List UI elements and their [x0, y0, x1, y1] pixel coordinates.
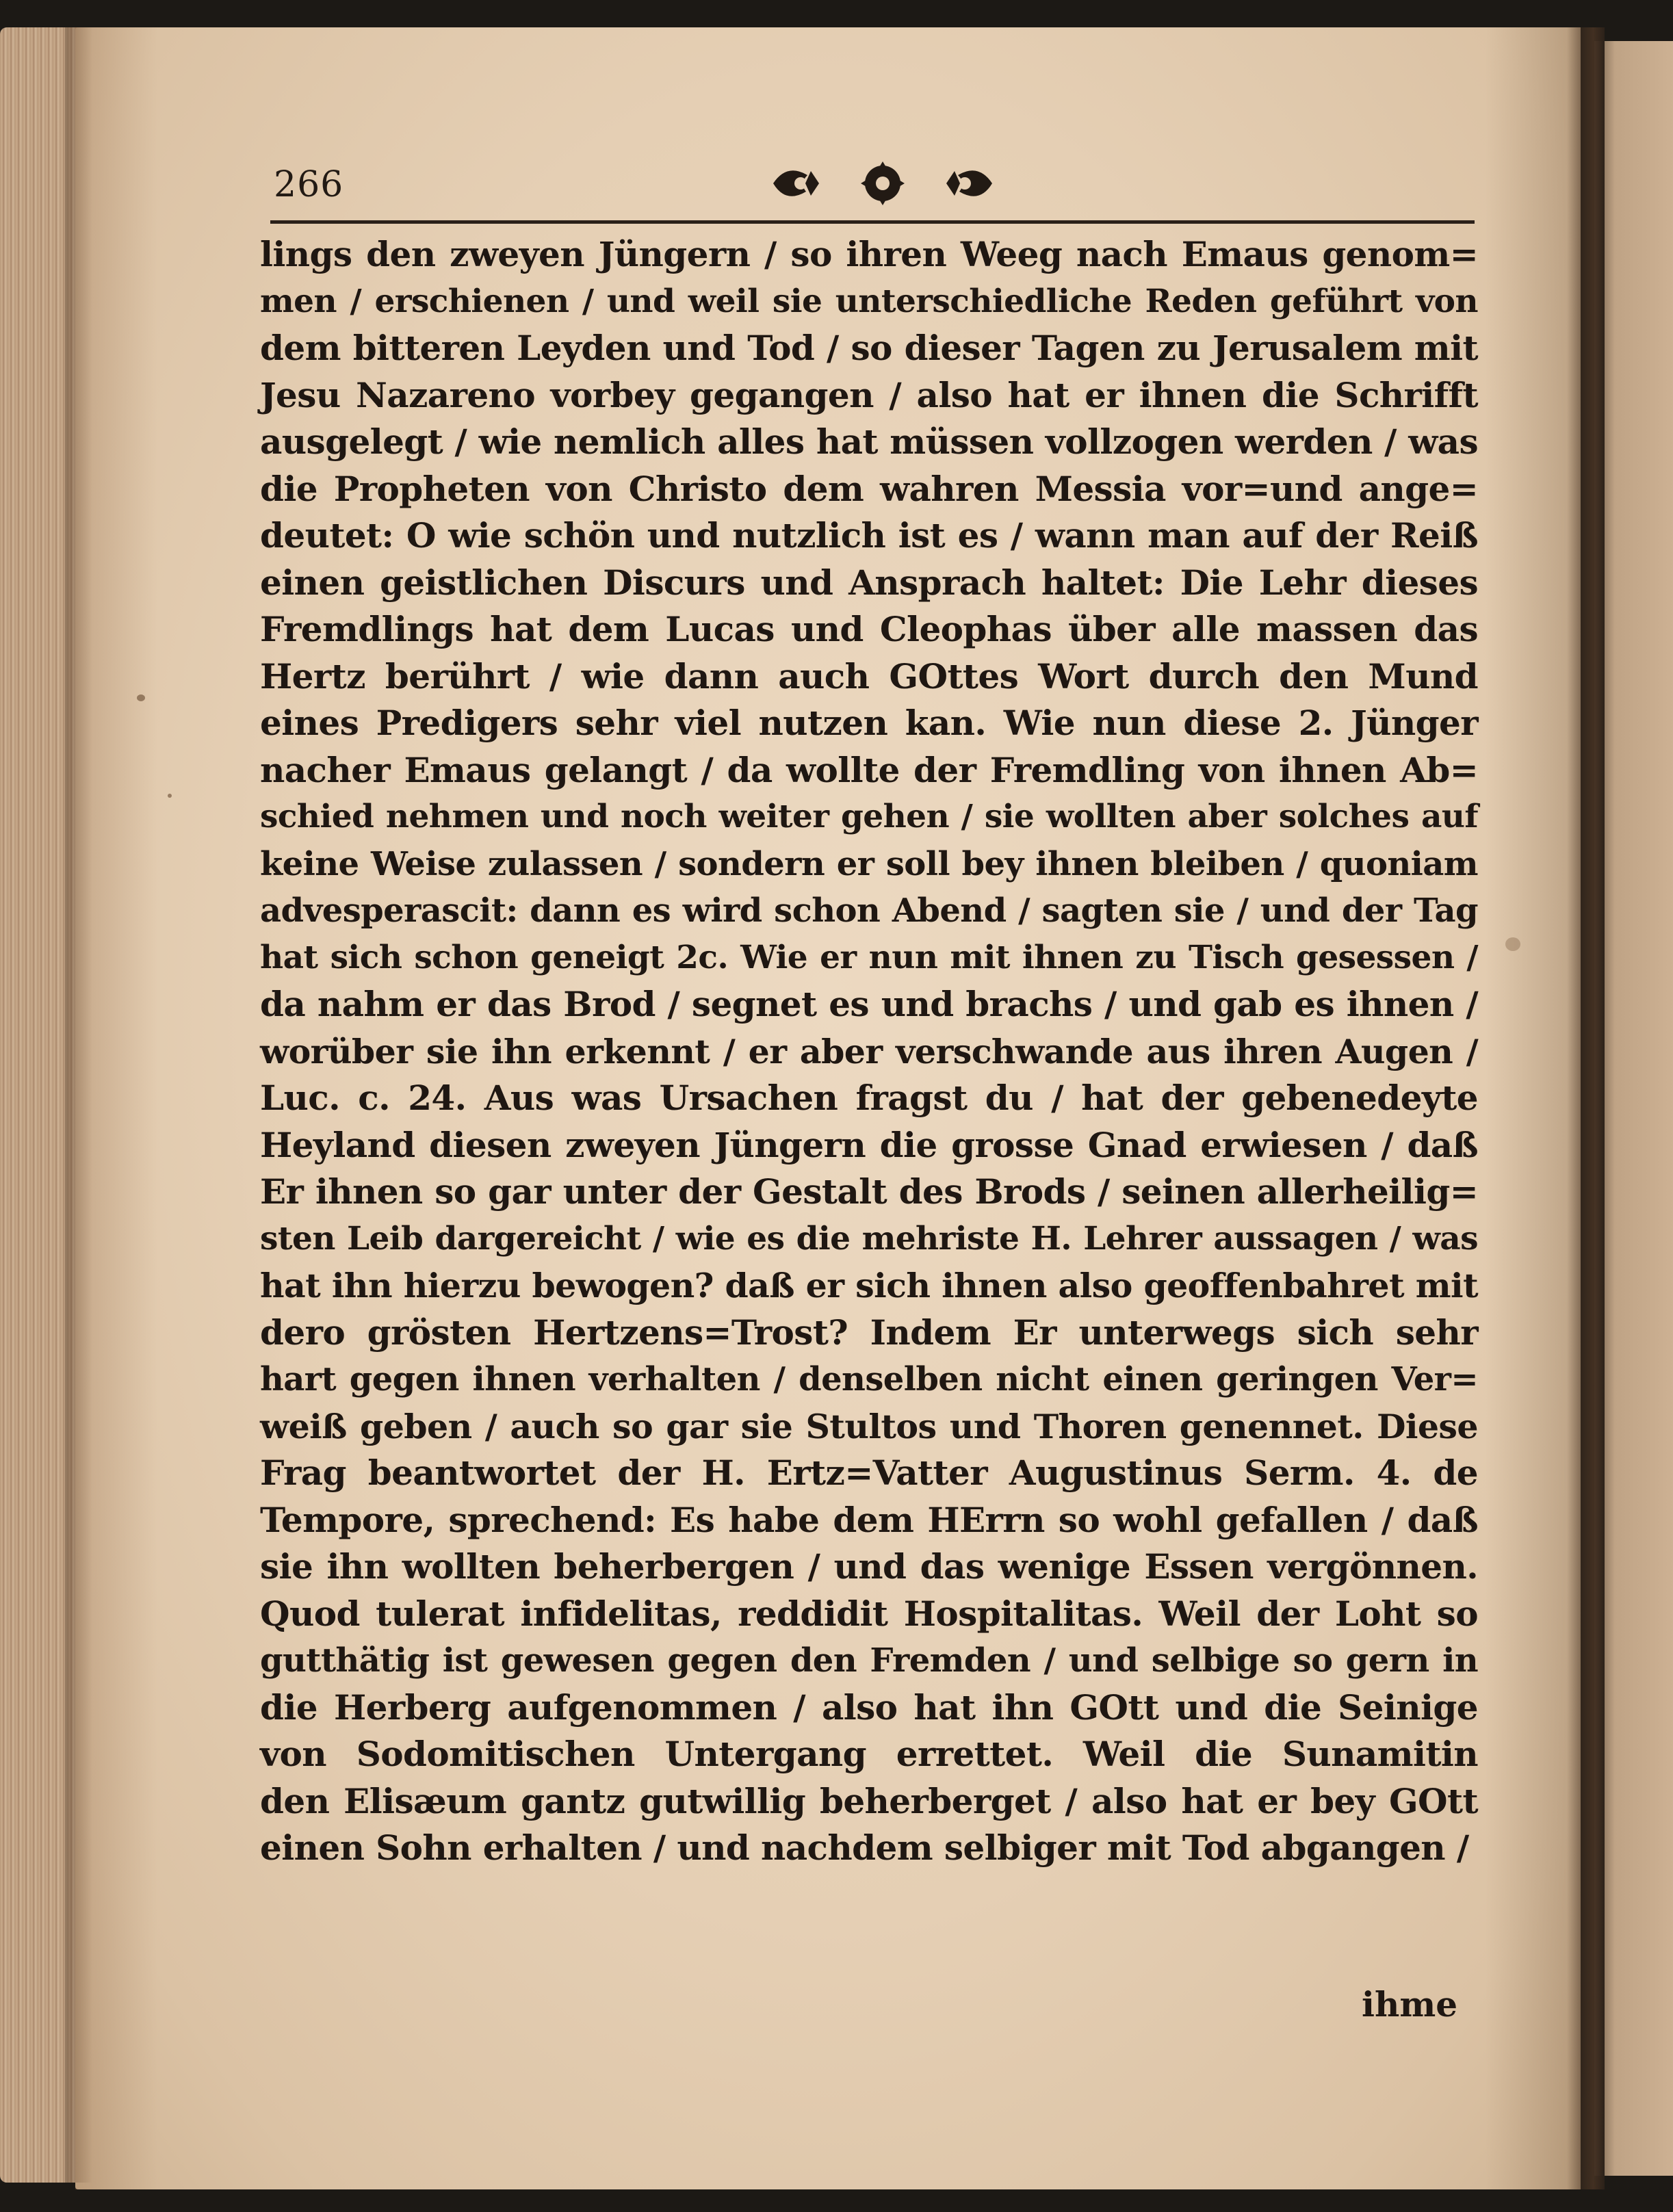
- page-shade-right: [1485, 27, 1581, 2189]
- text-line: hat ihn hierzu bewogen? daß er sich ihnen also geoffenbahret mit: [260, 1266, 1478, 1305]
- text-line: Frag beantwortet der H. Ertz=Vatter Augustinus Serm. 4. de: [260, 1453, 1478, 1493]
- text-line: Er ihnen so gar unter der Gestalt des Brods / seinen allerheilig=: [260, 1171, 1478, 1212]
- text-line: Heyland diesen zweyen Jüngern die grosse Gnad erwiesen / daß: [260, 1124, 1478, 1165]
- text-line: schied nehmen und noch weiter gehen / sie wollten aber solches auf: [260, 798, 1478, 835]
- text-line: weiß geben / auch so gar sie Stultos und Thoren genennet. Diese: [260, 1406, 1478, 1446]
- book-gutter: [1567, 27, 1605, 2189]
- body-text: [260, 231, 1478, 1872]
- text-line: deutet: O wie schön und nutzlich ist es / wann man auf der Reiß: [260, 515, 1478, 556]
- text-line: Tempore, sprechend: Es habe dem HErrn so wohl gefallen / daß: [260, 1499, 1478, 1540]
- text-line: die Herberg aufgenommen / also hat ihn GOtt und die Seinige: [260, 1687, 1478, 1728]
- catchword: ihme: [1362, 1984, 1458, 2025]
- text-line: eines Predigers sehr viel nutzen kan. Wie nun diese 2. Jünger: [260, 703, 1478, 743]
- text-line: gutthätig ist gewesen gegen den Fremden / und selbige so gern in: [260, 1641, 1478, 1680]
- text-line: keine Weise zulassen / sondern er soll bey ihnen bleiben / quoniam: [260, 844, 1478, 883]
- text-line: dero grösten Hertzens=Trost? Indem Er unterwegs sich sehr: [260, 1312, 1478, 1353]
- text-line: von Sodomitischen Untergang errettet. Weil die Sunamitin: [260, 1734, 1478, 1774]
- fleuron-ornament-icon: [760, 156, 1006, 211]
- text-line: nacher Emaus gelangt / da wollte der Fremdling von ihnen Ab=: [260, 749, 1478, 790]
- facing-page-edge: [1594, 41, 1673, 2176]
- page-number: 266: [274, 164, 344, 205]
- text-line: hat sich schon geneigt 2c. Wie er nun mit ihnen zu Tisch gesessen /: [260, 938, 1478, 976]
- paper-stain: [1505, 937, 1520, 951]
- text-line: den Elisæum gantz gutwillig beherberget / also hat er bey GOtt: [260, 1780, 1478, 1821]
- text-line: worüber sie ihn erkennt / er aber verschwande aus ihren Augen /: [260, 1031, 1478, 1071]
- page-shade-left: [75, 27, 157, 2189]
- text-line: Jesu Nazareno vorbey gegangen / also hat er ihnen die Schrifft: [260, 374, 1478, 415]
- text-line: Fremdlings hat dem Lucas und Cleophas über alle massen das: [260, 609, 1478, 649]
- header-rule: [270, 220, 1475, 224]
- text-line: sie ihn wollten beherbergen / und das wenige Essen vergönnen.: [260, 1546, 1478, 1587]
- text-line: Hertz berührt / wie dann auch GOttes Wort durch den Mund: [260, 655, 1478, 697]
- text-line: Quod tulerat infidelitas, reddidit Hospitalitas. Weil der Loht so: [260, 1593, 1478, 1634]
- text-line: lings den zweyen Jüngern / so ihren Weeg nach Emaus genom=: [260, 234, 1478, 274]
- text-line: men / erschienen / und weil sie unterschiedliche Reden geführt von: [260, 282, 1478, 320]
- ink-speck: [168, 794, 172, 798]
- text-line: advesperascit: dann es wird schon Abend / sagten sie / und der Tag: [260, 892, 1478, 930]
- text-line: hart gegen ihnen verhalten / denselben nicht einen geringen Ver=: [260, 1360, 1478, 1398]
- text-line: da nahm er das Brod / segnet es und brachs / und gab es ihnen /: [260, 984, 1478, 1024]
- text-line: Luc. c. 24. Aus was Ursachen fragst du / hat der gebenedeyte: [260, 1078, 1478, 1118]
- text-line: dem bitteren Leyden und Tod / so dieser Tagen zu Jerusalem mit: [260, 328, 1478, 368]
- text-line: sten Leib dargereicht / wie es die mehriste H. Lehrer aussagen / was: [260, 1219, 1478, 1258]
- text-line: einen geistlichen Discurs und Ansprach haltet: Die Lehr dieses: [260, 562, 1478, 603]
- ink-speck: [137, 694, 145, 701]
- text-line: ausgelegt / wie nemlich alles hat müssen vollzogen werden / was: [260, 421, 1478, 462]
- text-line: die Propheten von Christo dem wahren Messia vor=und ange=: [260, 468, 1478, 509]
- text-line: einen Sohn erhalten / und nachdem selbiger mit Tod abgangen /: [260, 1827, 1469, 1868]
